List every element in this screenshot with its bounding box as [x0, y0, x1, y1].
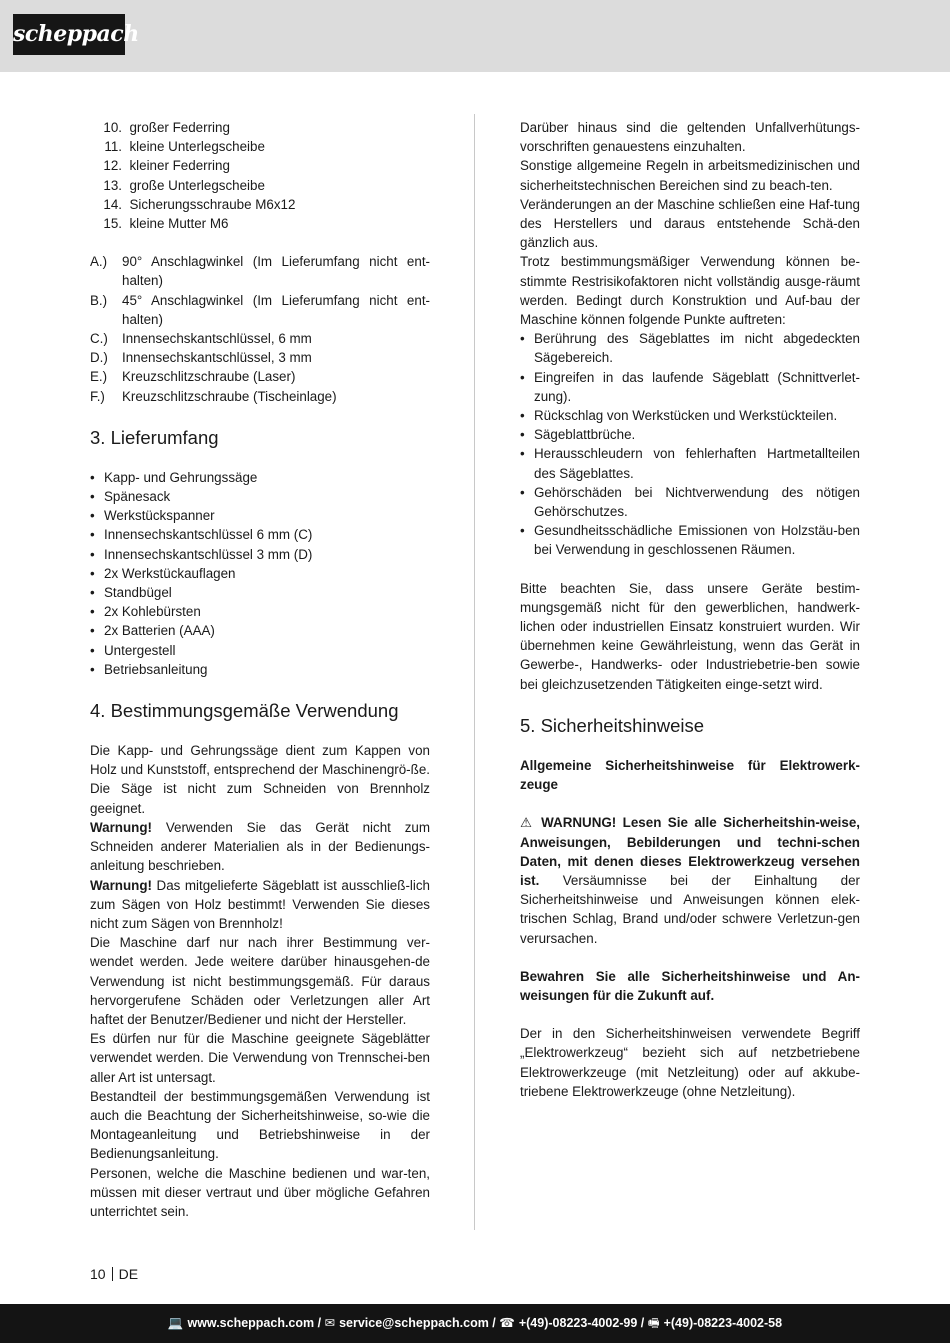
list-item: • Sägeblattbrüche.: [520, 427, 636, 443]
paragraph: Bitte beachten Sie, dass unsere Geräte bestim-mungsgemäß nicht für den gewerblichen, handwerk-lichen oder industriellen Einsatz konstruiert wurden. Wir übernehmen keine Gewährleistung, wenn das Gerät in Gewerbe-, Handwerks- oder Industriebetrie-ben sowie bei gleichzusetzenden Tätigkeiten einge-setzt wird.: [520, 580, 860, 692]
left-column: [90, 118, 430, 1221]
list-item: 15. kleine Mutter M6: [103, 216, 229, 232]
list-item: B.) 45° Anschlagwinkel (Im Lieferumfang nicht ent-halten): [90, 292, 430, 327]
footer-fax: 🖷 +(49)-08223-4002-58: [647, 1316, 783, 1330]
list-item: • Betriebsanleitung: [90, 661, 208, 677]
delivery-scope-list: [90, 468, 430, 679]
list-item: • Standbügel: [90, 585, 172, 601]
page-number: 10 DE: [90, 1266, 139, 1282]
list-item: • Spänesack: [90, 489, 171, 505]
right-column: [520, 118, 860, 1101]
list-item: • Gesundheitsschädliche Emissionen von Holzstäu-ben bei Verwendung in geschlossenen Räumen.: [520, 523, 860, 558]
footer-web[interactable]: 💻 www.scheppach.com /: [167, 1316, 322, 1330]
paragraph: Bestandteil der bestimmungsgemäßen Verwendung ist auch die Beachtung der Sicherheitshinweise, so-wie die Montageanleitung und Betriebshinweise in der Bedienungsanleitung.: [90, 1088, 430, 1162]
list-item: 11. kleine Unterlegscheibe: [104, 139, 265, 155]
list-item: • Herausschleudern von fehlerhaften Hartmetallteilen des Sägeblattes.: [520, 446, 860, 481]
list-item: • 2x Batterien (AAA): [90, 623, 215, 639]
paragraph: Warnung! Verwenden Sie das Gerät nicht zum Schneiden anderer Materialien als in der Bedienungs-anleitung beschrieben.: [90, 819, 430, 874]
list-item: F.) Kreuzschlitzschraube (Tischeinlage): [90, 388, 337, 404]
warning-label: Warnung!: [90, 877, 152, 893]
page-header: [0, 0, 950, 72]
list-item: • Berührung des Sägeblattes im nicht abgedeckten Sägebereich.: [520, 331, 860, 366]
list-item: A.) 90° Anschlagwinkel (Im Lieferumfang nicht ent-halten): [90, 254, 430, 289]
list-item: C.) Innensechskantschlüssel, 6 mm: [90, 331, 312, 347]
paragraph: Es dürfen nur für die Maschine geeignete Sägeblätter verwendet werden. Die Verwendung von Trennschei-ben aller Art ist untersagt.: [90, 1031, 430, 1085]
paragraph: Warnung! Das mitgelieferte Sägeblatt ist ausschließ-lich zum Sägen von Holz bestimmt! Verwenden Sie dieses nicht zum Sägen von Brennholz!: [90, 877, 430, 931]
list-item: • Gehörschäden bei Nichtverwendung des nötigen Gehörschutzes.: [520, 484, 860, 520]
list-item: D.) Innensechskantschlüssel, 3 mm: [90, 350, 312, 366]
section-title-sicherheitshinweise: 5. Sicherheitshinweise: [520, 714, 705, 736]
list-item: • Untergestell: [90, 642, 176, 658]
footer-mail[interactable]: ✉ service@scheppach.com /: [324, 1316, 496, 1330]
list-item: 10. großer Federring: [103, 120, 230, 135]
list-item: • Innensechskantschlüssel 6 mm (C): [90, 527, 313, 543]
warning-paragraph: ⚠ WARNUNG! Lesen Sie alle Sicherheitshin-weise, Anweisungen, Bebilderungen und techni-schen Daten, mit denen dieses Elektrowerkzeug versehen ist. Versäumnisse bei der Einhaltung der Sicherheitshinweise und Anweisungen können elek-trischen Schlag, Brand und/oder schwere Verletzun-gen verursachen.: [520, 815, 860, 946]
paragraph: Der in den Sicherheitshinweisen verwendete Begriff „Elektrowerkzeug“ bezieht sich auf netzbetriebene Elektrowerkzeuge (mit Netzleitung) oder auf akkube-triebene Elektrowerkzeuge (ohne Netzleitung).: [520, 1026, 860, 1099]
brand-logo: scheppach: [13, 14, 125, 55]
footer-phone: ☎ +(49)-08223-4002-99 /: [499, 1316, 645, 1330]
list-item: • Werkstückspanner: [90, 508, 215, 524]
parts-list-numbered: [90, 118, 430, 233]
list-item: 12. kleiner Federring: [103, 158, 230, 174]
paragraph: Veränderungen an der Maschine schließen eine Haf-tung des Herstellers und daraus entstehende Schä-den gänzlich aus.: [520, 196, 860, 251]
subheading: Allgemeine Sicherheitshinweise für Elektrowerk-zeuge: [520, 757, 860, 793]
computer-icon: 💻: [167, 1316, 184, 1330]
fax-icon: 🖷: [647, 1316, 660, 1330]
column-divider: [474, 114, 475, 1230]
list-item: 14. Sicherungsschraube M6x12: [103, 196, 296, 212]
paragraph: Darüber hinaus sind die geltenden Unfallverhütungs-vorschriften genauestens einzuhalten.: [520, 120, 860, 155]
paragraph: Sonstige allgemeine Regeln in arbeitsmedizinischen und sicherheitstechnischen Bereichen sind zu beach-ten.: [520, 158, 860, 193]
paragraph: Die Kapp- und Gehrungssäge dient zum Kappen von Holz und Kunststoff, entsprechend der Maschinengrö-ße. Die Säge ist nicht zum Schneiden von Brennholz geeignet.: [90, 743, 430, 816]
list-item: • Kapp- und Gehrungssäge: [90, 469, 258, 485]
footer-contact-bar: [0, 1304, 950, 1343]
list-item: 13. große Unterlegscheibe: [103, 177, 265, 193]
residual-risk-list: [520, 329, 860, 559]
section-title-lieferumfang: 3. Lieferumfang: [90, 426, 219, 448]
keep-instructions: Bewahren Sie alle Sicherheitshinweise und An-weisungen für die Zukunft auf.: [520, 968, 860, 1003]
list-item: • Innensechskantschlüssel 3 mm (D): [90, 546, 313, 562]
list-item: • 2x Kohlebürsten: [90, 604, 201, 620]
phone-icon: ☎: [499, 1316, 515, 1330]
list-item: E.) Kreuzschlitzschraube (Laser): [90, 369, 296, 385]
paragraph: Personen, welche die Maschine bedienen und war-ten, müssen mit dieser vertraut und über mögliche Gefahren unterrichtet sein.: [90, 1165, 430, 1219]
warning-label: Warnung!: [90, 819, 152, 835]
paragraph: Trotz bestimmungsmäßiger Verwendung können be-stimmte Restrisikofaktoren nicht vollständig ausge-räumt werden. Bedingt durch Konstruktion und Auf-bau der Maschine können folgende Punkte auftreten:: [520, 254, 860, 328]
paragraph: Die Maschine darf nur nach ihrer Bestimmung ver-wendet werden. Jede weitere darüber hinausgehen-de Verwendung ist nicht bestimmungsgemäß. Für daraus hervorgerufene Schäden oder Verletzungen aller Art haftet der Benutzer/Bediener und nicht der Hersteller.: [90, 935, 430, 1027]
list-item: • Rückschlag von Werkstücken und Werkstückteilen.: [520, 408, 838, 424]
list-item: • Eingreifen in das laufende Sägeblatt (Schnittverlet-zung).: [520, 369, 860, 404]
list-item: • 2x Werkstückauflagen: [90, 565, 236, 581]
section-title-verwendung: 4. Bestimmungsgemäße Verwendung: [90, 700, 399, 722]
mail-icon: ✉: [324, 1316, 336, 1330]
accessory-list-lettered: [90, 252, 430, 406]
